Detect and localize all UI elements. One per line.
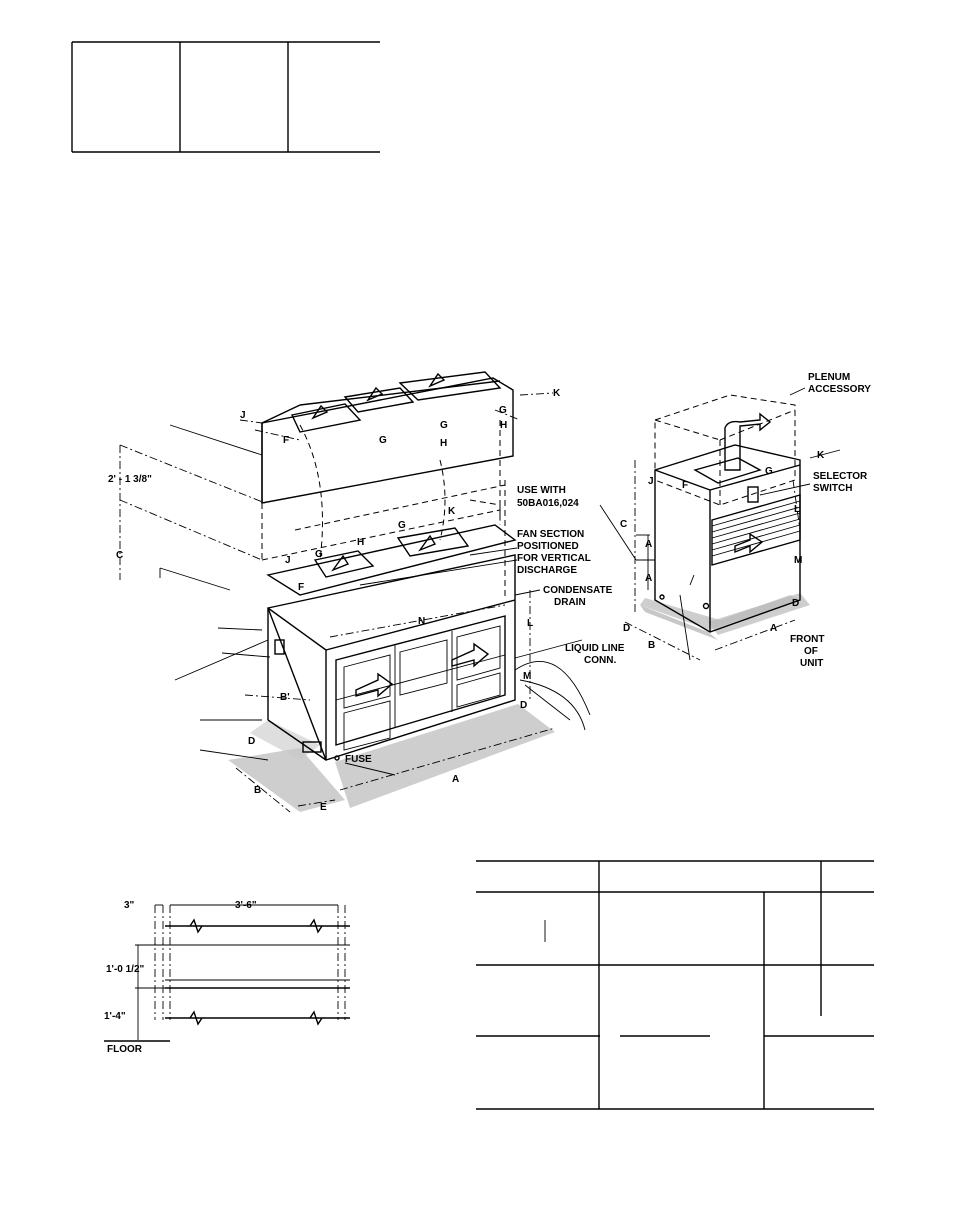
- dim-f-mid: F: [298, 582, 305, 593]
- plenum-line2: ACCESSORY: [808, 384, 871, 395]
- use-with-label: USE WITH: [517, 485, 566, 496]
- side-dim-f: F: [682, 480, 689, 491]
- side-dim-j: J: [648, 476, 654, 487]
- section-dim-base-height: 1'-4": [104, 1011, 126, 1022]
- dim-d-right: D: [520, 700, 528, 711]
- front-line1: FRONT: [790, 634, 825, 645]
- side-dim-a-upper: A: [645, 539, 653, 550]
- main-unit-drawing: [120, 372, 590, 812]
- side-dim-d-right: D: [792, 598, 800, 609]
- side-dim-b: B: [648, 640, 656, 651]
- dim-h-mid: H: [357, 537, 365, 548]
- section-dim-3in: 3": [124, 900, 135, 911]
- side-dim-a-lower: A: [645, 573, 653, 584]
- dim-h-top2: H: [500, 420, 508, 431]
- side-unit-drawing: [600, 388, 840, 660]
- dim-m: M: [523, 671, 532, 682]
- dim-b: B: [254, 785, 262, 796]
- fuse-label: FUSE: [345, 754, 372, 765]
- side-dim-g: G: [765, 466, 773, 477]
- section-dim-mid-height: 1'-0 1/2": [106, 964, 145, 975]
- liquid-line-line2: CONN.: [584, 655, 617, 666]
- dim-c: C: [116, 550, 124, 561]
- dim-l: L: [527, 618, 534, 629]
- dim-j-mid: J: [285, 555, 291, 566]
- header-table: [72, 42, 380, 152]
- front-line2: OF: [804, 646, 818, 657]
- dim-n: N: [418, 616, 426, 627]
- selector-line2: SWITCH: [813, 483, 853, 494]
- plenum-line1: PLENUM: [808, 372, 851, 383]
- condensate-line1: CONDENSATE: [543, 585, 613, 596]
- dim-g-mid1: G: [315, 549, 323, 560]
- dim-j-top: J: [240, 410, 246, 421]
- dim-h-top1: H: [440, 438, 448, 449]
- floor-label: FLOOR: [107, 1044, 142, 1055]
- side-dim-c: C: [620, 519, 628, 530]
- selector-line1: SELECTOR: [813, 471, 868, 482]
- dim-g-top3: G: [499, 405, 507, 416]
- use-with-models: 50BA016,024: [517, 498, 579, 509]
- section-view-labels: [104, 900, 257, 1055]
- dim-g-top1: G: [379, 435, 387, 446]
- dim-overall-height: 2' - 1 3/8": [108, 474, 152, 485]
- side-dim-d-left: D: [623, 623, 631, 634]
- section-dim-width: 3'-6": [235, 900, 257, 911]
- fan-section-line3: FOR VERTICAL: [517, 553, 591, 564]
- side-dim-l: L: [794, 504, 801, 515]
- dim-k-top: K: [553, 388, 561, 399]
- dim-g-mid2: G: [398, 520, 406, 531]
- dim-b-prime: B': [280, 692, 290, 703]
- front-line3: UNIT: [800, 658, 824, 669]
- dim-k-mid: K: [448, 506, 456, 517]
- dim-f-top: F: [283, 435, 290, 446]
- side-dim-m: M: [794, 555, 803, 566]
- dim-a: A: [452, 774, 460, 785]
- dim-g-top2: G: [440, 420, 448, 431]
- dim-d-left: D: [248, 736, 256, 747]
- condensate-line2: DRAIN: [554, 597, 586, 608]
- spec-table: [476, 861, 874, 1109]
- main-view-labels: [108, 388, 628, 813]
- fan-section-line4: DISCHARGE: [517, 565, 578, 576]
- fan-section-line2: POSITIONED: [517, 541, 579, 552]
- dim-e: E: [320, 802, 327, 813]
- liquid-line-line1: LIQUID LINE: [565, 643, 625, 654]
- side-dim-k: K: [817, 450, 825, 461]
- fan-section-line1: FAN SECTION: [517, 529, 585, 540]
- side-dim-a-base: A: [770, 623, 778, 634]
